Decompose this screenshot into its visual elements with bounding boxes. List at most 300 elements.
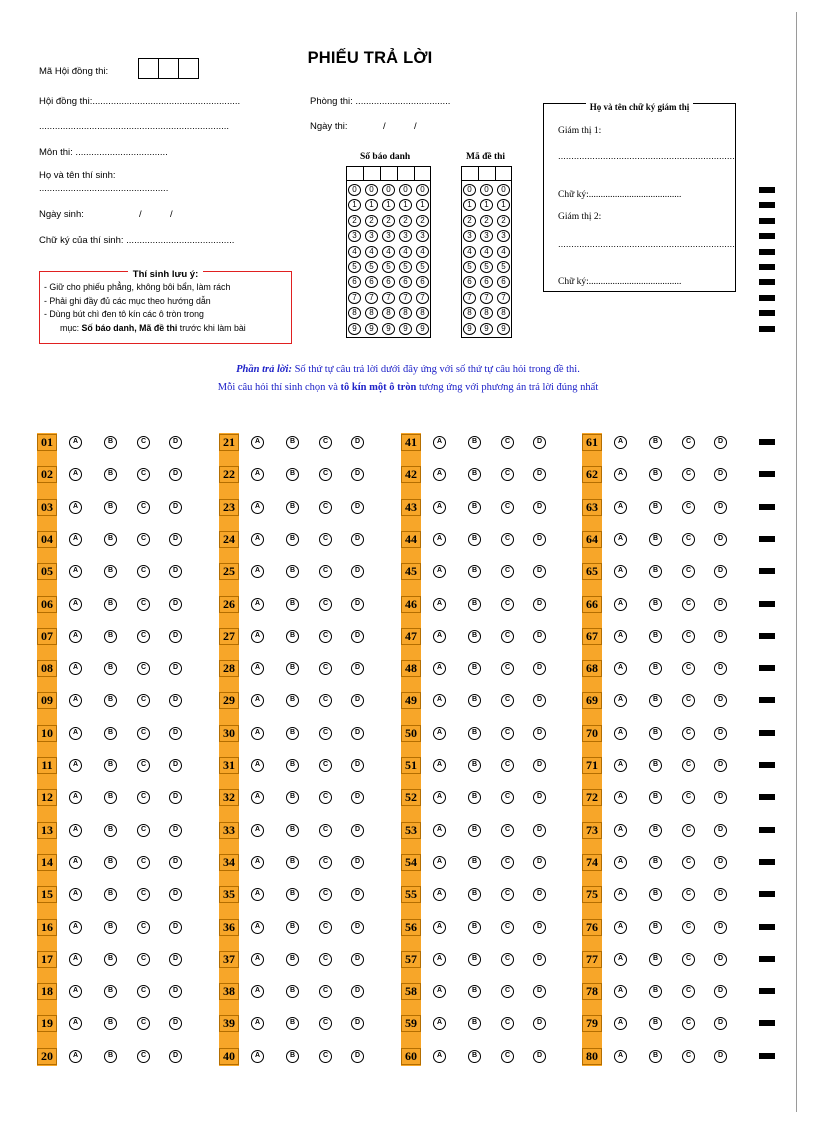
sbd-digit-bubble[interactable]: 2 [365,215,378,227]
answer-bubble-d[interactable]: D [714,888,727,901]
answer-bubble-d[interactable]: D [169,1017,182,1030]
answer-bubble-c[interactable]: C [137,1017,150,1030]
answer-bubble-d[interactable]: D [714,921,727,934]
answer-bubble-a[interactable]: A [433,533,446,546]
answer-bubble-d[interactable]: D [351,468,364,481]
exam-code-digit-bubble[interactable]: 9 [463,323,476,335]
answer-bubble-d[interactable]: D [533,1050,546,1063]
answer-bubble-c[interactable]: C [501,888,514,901]
answer-bubble-c[interactable]: C [501,662,514,675]
answer-bubble-a[interactable]: A [614,791,627,804]
answer-bubble-c[interactable]: C [137,468,150,481]
answer-bubble-d[interactable]: D [533,791,546,804]
answer-bubble-b[interactable]: B [104,501,117,514]
answer-bubble-d[interactable]: D [714,824,727,837]
answer-bubble-a[interactable]: A [69,630,82,643]
exam-code-digit-bubble[interactable]: 7 [480,292,493,304]
sbd-digit-bubble[interactable]: 8 [365,307,378,319]
answer-bubble-d[interactable]: D [533,565,546,578]
answer-bubble-b[interactable]: B [104,565,117,578]
sbd-digit-bubble[interactable]: 9 [416,323,429,335]
answer-bubble-a[interactable]: A [433,468,446,481]
answer-bubble-a[interactable]: A [69,1017,82,1030]
supervisor-1-name-field[interactable]: ................................................................... [558,151,735,162]
answer-bubble-d[interactable]: D [533,1017,546,1030]
sbd-digit-bubble[interactable]: 6 [365,276,378,288]
answer-bubble-d[interactable]: D [351,856,364,869]
exam-code-digit-bubble[interactable]: 0 [463,184,476,196]
answer-bubble-a[interactable]: A [69,856,82,869]
answer-bubble-b[interactable]: B [104,921,117,934]
answer-bubble-b[interactable]: B [286,630,299,643]
answer-bubble-c[interactable]: C [682,630,695,643]
answer-bubble-c[interactable]: C [682,1017,695,1030]
answer-bubble-b[interactable]: B [286,501,299,514]
exam-code-digit-bubble[interactable]: 3 [480,230,493,242]
answer-bubble-d[interactable]: D [714,565,727,578]
answer-bubble-b[interactable]: B [649,1050,662,1063]
answer-bubble-c[interactable]: C [682,694,695,707]
answer-bubble-b[interactable]: B [104,824,117,837]
answer-bubble-a[interactable]: A [614,856,627,869]
sbd-digit-bubble[interactable]: 1 [399,199,412,211]
exam-code-digit-bubble[interactable]: 3 [497,230,510,242]
answer-bubble-b[interactable]: B [468,436,481,449]
answer-bubble-c[interactable]: C [319,694,332,707]
answer-bubble-c[interactable]: C [682,436,695,449]
answer-bubble-b[interactable]: B [104,727,117,740]
answer-bubble-d[interactable]: D [714,533,727,546]
answer-bubble-a[interactable]: A [251,533,264,546]
answer-bubble-a[interactable]: A [614,630,627,643]
answer-bubble-b[interactable]: B [649,727,662,740]
answer-bubble-a[interactable]: A [433,436,446,449]
answer-bubble-d[interactable]: D [169,921,182,934]
answer-bubble-a[interactable]: A [251,598,264,611]
answer-bubble-a[interactable]: A [433,759,446,772]
answer-bubble-a[interactable]: A [69,727,82,740]
answer-bubble-a[interactable]: A [251,824,264,837]
answer-bubble-c[interactable]: C [137,921,150,934]
answer-bubble-d[interactable]: D [533,727,546,740]
answer-bubble-c[interactable]: C [319,791,332,804]
sbd-digit-bubble[interactable]: 3 [416,230,429,242]
answer-bubble-c[interactable]: C [137,501,150,514]
answer-bubble-d[interactable]: D [714,985,727,998]
answer-bubble-d[interactable]: D [169,856,182,869]
answer-bubble-b[interactable]: B [649,565,662,578]
answer-bubble-c[interactable]: C [501,1050,514,1063]
answer-bubble-b[interactable]: B [649,1017,662,1030]
answer-bubble-d[interactable]: D [169,985,182,998]
answer-bubble-b[interactable]: B [468,824,481,837]
sbd-digit-bubble[interactable]: 2 [399,215,412,227]
answer-bubble-a[interactable]: A [251,921,264,934]
answer-bubble-b[interactable]: B [468,598,481,611]
answer-bubble-c[interactable]: C [501,533,514,546]
answer-bubble-c[interactable]: C [137,856,150,869]
answer-bubble-a[interactable]: A [251,501,264,514]
exam-code-digit-bubble[interactable]: 0 [497,184,510,196]
sbd-digit-bubble[interactable]: 5 [416,261,429,273]
sbd-digit-bubble[interactable]: 4 [348,246,361,258]
answer-bubble-d[interactable]: D [533,921,546,934]
answer-bubble-b[interactable]: B [104,985,117,998]
sbd-digit-bubble[interactable]: 3 [399,230,412,242]
answer-bubble-d[interactable]: D [351,888,364,901]
answer-bubble-c[interactable]: C [501,468,514,481]
answer-bubble-b[interactable]: B [468,662,481,675]
answer-bubble-b[interactable]: B [649,630,662,643]
answer-bubble-b[interactable]: B [649,824,662,837]
answer-bubble-b[interactable]: B [649,759,662,772]
exam-code-digit-bubble[interactable]: 1 [463,199,476,211]
answer-bubble-a[interactable]: A [251,856,264,869]
answer-bubble-a[interactable]: A [69,533,82,546]
answer-bubble-a[interactable]: A [614,759,627,772]
answer-bubble-c[interactable]: C [682,598,695,611]
answer-bubble-b[interactable]: B [468,501,481,514]
answer-bubble-d[interactable]: D [533,662,546,675]
sbd-digit-bubble[interactable]: 3 [348,230,361,242]
answer-bubble-d[interactable]: D [169,565,182,578]
answer-bubble-b[interactable]: B [468,1050,481,1063]
answer-bubble-b[interactable]: B [286,533,299,546]
answer-bubble-c[interactable]: C [319,953,332,966]
answer-bubble-a[interactable]: A [433,598,446,611]
sbd-digit-bubble[interactable]: 5 [365,261,378,273]
answer-bubble-b[interactable]: B [468,694,481,707]
answer-bubble-d[interactable]: D [714,759,727,772]
answer-bubble-d[interactable]: D [351,824,364,837]
answer-bubble-d[interactable]: D [714,856,727,869]
answer-bubble-a[interactable]: A [251,727,264,740]
answer-bubble-b[interactable]: B [286,598,299,611]
exam-code-digit-bubble[interactable]: 5 [463,261,476,273]
answer-bubble-c[interactable]: C [137,662,150,675]
answer-bubble-a[interactable]: A [69,598,82,611]
exam-code-digit-bubble[interactable]: 4 [480,246,493,258]
answer-bubble-c[interactable]: C [319,856,332,869]
answer-bubble-d[interactable]: D [714,468,727,481]
answer-bubble-c[interactable]: C [319,1017,332,1030]
answer-bubble-a[interactable]: A [69,824,82,837]
exam-code-digit-bubble[interactable]: 8 [497,307,510,319]
answer-bubble-c[interactable]: C [501,436,514,449]
answer-bubble-c[interactable]: C [682,565,695,578]
answer-bubble-a[interactable]: A [614,501,627,514]
answer-bubble-a[interactable]: A [614,921,627,934]
answer-bubble-d[interactable]: D [714,662,727,675]
answer-bubble-a[interactable]: A [614,468,627,481]
exam-code-digit-bubble[interactable]: 4 [497,246,510,258]
answer-bubble-d[interactable]: D [351,694,364,707]
candidate-name-field[interactable]: ................................................. [39,183,169,194]
answer-bubble-c[interactable]: C [682,501,695,514]
answer-bubble-d[interactable]: D [533,630,546,643]
answer-bubble-b[interactable]: B [468,953,481,966]
answer-bubble-d[interactable]: D [351,727,364,740]
answer-bubble-c[interactable]: C [137,824,150,837]
sbd-digit-bubble[interactable]: 6 [399,276,412,288]
answer-bubble-a[interactable]: A [69,694,82,707]
answer-bubble-d[interactable]: D [169,598,182,611]
answer-bubble-b[interactable]: B [468,921,481,934]
sbd-digit-bubble[interactable]: 4 [382,246,395,258]
answer-bubble-a[interactable]: A [69,468,82,481]
answer-bubble-d[interactable]: D [351,1017,364,1030]
exam-code-digit-bubble[interactable]: 3 [463,230,476,242]
answer-bubble-c[interactable]: C [137,630,150,643]
answer-bubble-b[interactable]: B [468,468,481,481]
answer-bubble-a[interactable]: A [614,436,627,449]
answer-bubble-b[interactable]: B [104,953,117,966]
answer-bubble-b[interactable]: B [649,791,662,804]
sbd-digit-bubble[interactable]: 9 [365,323,378,335]
answer-bubble-d[interactable]: D [714,791,727,804]
sbd-digit-bubble[interactable]: 7 [399,292,412,304]
answer-bubble-b[interactable]: B [286,1050,299,1063]
answer-bubble-c[interactable]: C [137,791,150,804]
answer-bubble-a[interactable]: A [433,953,446,966]
answer-bubble-a[interactable]: A [614,1017,627,1030]
answer-bubble-c[interactable]: C [137,953,150,966]
sbd-digit-bubble[interactable]: 2 [416,215,429,227]
answer-bubble-d[interactable]: D [533,824,546,837]
answer-bubble-a[interactable]: A [251,791,264,804]
sbd-entry-row[interactable] [346,166,431,181]
answer-bubble-d[interactable]: D [169,501,182,514]
answer-bubble-b[interactable]: B [286,1017,299,1030]
sbd-digit-bubble[interactable]: 2 [382,215,395,227]
sbd-digit-bubble[interactable]: 7 [348,292,361,304]
answer-bubble-c[interactable]: C [682,662,695,675]
council-field[interactable]: Hội đồng thi:........................................................ [39,96,241,107]
answer-bubble-a[interactable]: A [433,727,446,740]
supervisor-2-signature[interactable]: Chữ ký:....................................... [558,277,682,287]
answer-bubble-b[interactable]: B [649,468,662,481]
answer-bubble-d[interactable]: D [351,921,364,934]
answer-bubble-b[interactable]: B [649,921,662,934]
exam-code-digit-bubble[interactable]: 6 [497,276,510,288]
sbd-digit-bubble[interactable]: 9 [399,323,412,335]
answer-bubble-a[interactable]: A [433,1050,446,1063]
sbd-digit-bubble[interactable]: 7 [416,292,429,304]
answer-bubble-c[interactable]: C [319,501,332,514]
answer-bubble-c[interactable]: C [501,824,514,837]
sbd-digit-bubble[interactable]: 3 [382,230,395,242]
sbd-digit-bubble[interactable]: 7 [382,292,395,304]
answer-bubble-b[interactable]: B [104,630,117,643]
sbd-digit-bubble[interactable]: 4 [399,246,412,258]
answer-bubble-d[interactable]: D [533,953,546,966]
answer-bubble-d[interactable]: D [533,985,546,998]
answer-bubble-b[interactable]: B [649,888,662,901]
sbd-digit-bubble[interactable]: 4 [416,246,429,258]
answer-bubble-a[interactable]: A [433,694,446,707]
answer-bubble-b[interactable]: B [649,501,662,514]
sbd-digit-bubble[interactable]: 1 [348,199,361,211]
answer-bubble-d[interactable]: D [351,791,364,804]
answer-bubble-c[interactable]: C [501,598,514,611]
answer-bubble-c[interactable]: C [319,533,332,546]
sbd-digit-bubble[interactable]: 8 [382,307,395,319]
sbd-digit-bubble[interactable]: 0 [416,184,429,196]
answer-bubble-a[interactable]: A [251,1017,264,1030]
answer-bubble-d[interactable]: D [169,533,182,546]
answer-bubble-d[interactable]: D [351,533,364,546]
exam-code-digit-bubble[interactable]: 9 [497,323,510,335]
exam-code-digit-bubble[interactable]: 0 [480,184,493,196]
answer-bubble-c[interactable]: C [682,791,695,804]
answer-bubble-d[interactable]: D [351,598,364,611]
answer-bubble-d[interactable]: D [533,436,546,449]
answer-bubble-b[interactable]: B [649,694,662,707]
answer-bubble-b[interactable]: B [468,630,481,643]
answer-bubble-c[interactable]: C [319,565,332,578]
answer-bubble-c[interactable]: C [319,824,332,837]
answer-bubble-c[interactable]: C [682,759,695,772]
sbd-digit-bubble[interactable]: 6 [348,276,361,288]
answer-bubble-a[interactable]: A [614,985,627,998]
sbd-digit-bubble[interactable]: 3 [365,230,378,242]
exam-code-digit-bubble[interactable]: 7 [497,292,510,304]
answer-bubble-a[interactable]: A [614,598,627,611]
answer-bubble-c[interactable]: C [501,921,514,934]
answer-bubble-c[interactable]: C [137,436,150,449]
answer-bubble-a[interactable]: A [433,565,446,578]
exam-code-digit-bubble[interactable]: 1 [480,199,493,211]
answer-bubble-b[interactable]: B [649,533,662,546]
answer-bubble-c[interactable]: C [682,856,695,869]
answer-bubble-d[interactable]: D [714,1017,727,1030]
answer-bubble-a[interactable]: A [433,921,446,934]
answer-bubble-a[interactable]: A [251,630,264,643]
answer-bubble-d[interactable]: D [169,630,182,643]
answer-bubble-d[interactable]: D [351,662,364,675]
answer-bubble-a[interactable]: A [614,953,627,966]
answer-bubble-b[interactable]: B [286,759,299,772]
answer-bubble-d[interactable]: D [351,501,364,514]
answer-bubble-a[interactable]: A [251,662,264,675]
answer-bubble-a[interactable]: A [69,1050,82,1063]
answer-bubble-d[interactable]: D [714,630,727,643]
exam-code-digit-bubble[interactable]: 2 [480,215,493,227]
exam-code-digit-bubble[interactable]: 6 [463,276,476,288]
sbd-digit-bubble[interactable]: 6 [416,276,429,288]
answer-bubble-c[interactable]: C [682,985,695,998]
answer-bubble-a[interactable]: A [69,565,82,578]
answer-bubble-b[interactable]: B [286,694,299,707]
sbd-digit-bubble[interactable]: 8 [399,307,412,319]
answer-bubble-d[interactable]: D [169,759,182,772]
answer-bubble-a[interactable]: A [69,985,82,998]
sbd-digit-bubble[interactable]: 5 [382,261,395,273]
answer-bubble-d[interactable]: D [714,694,727,707]
answer-bubble-c[interactable]: C [319,468,332,481]
exam-code-digit-bubble[interactable]: 6 [480,276,493,288]
answer-bubble-b[interactable]: B [104,888,117,901]
answer-bubble-d[interactable]: D [351,953,364,966]
answer-bubble-a[interactable]: A [251,1050,264,1063]
answer-bubble-b[interactable]: B [286,888,299,901]
answer-bubble-d[interactable]: D [169,436,182,449]
answer-bubble-d[interactable]: D [169,1050,182,1063]
exam-code-digit-bubble[interactable]: 9 [480,323,493,335]
answer-bubble-d[interactable]: D [533,533,546,546]
answer-bubble-a[interactable]: A [69,436,82,449]
answer-bubble-d[interactable]: D [169,953,182,966]
sbd-digit-bubble[interactable]: 5 [399,261,412,273]
answer-bubble-d[interactable]: D [169,727,182,740]
exam-code-grid[interactable] [461,166,512,338]
candidate-signature-field[interactable]: Chữ ký của thí sinh: ......................................... [39,235,235,246]
answer-bubble-c[interactable]: C [682,533,695,546]
answer-bubble-c[interactable]: C [319,727,332,740]
answer-bubble-b[interactable]: B [649,662,662,675]
answer-bubble-a[interactable]: A [614,662,627,675]
answer-bubble-d[interactable]: D [351,630,364,643]
answer-bubble-c[interactable]: C [501,953,514,966]
answer-bubble-b[interactable]: B [104,791,117,804]
answer-bubble-c[interactable]: C [319,985,332,998]
answer-bubble-b[interactable]: B [468,791,481,804]
answer-bubble-a[interactable]: A [69,953,82,966]
answer-bubble-a[interactable]: A [433,985,446,998]
answer-bubble-b[interactable]: B [286,985,299,998]
answer-bubble-a[interactable]: A [251,759,264,772]
answer-bubble-a[interactable]: A [433,501,446,514]
answer-bubble-c[interactable]: C [319,598,332,611]
answer-bubble-a[interactable]: A [251,468,264,481]
exam-code-digit-bubble[interactable]: 1 [497,199,510,211]
answer-bubble-b[interactable]: B [286,791,299,804]
answer-bubble-b[interactable]: B [468,533,481,546]
answer-bubble-c[interactable]: C [319,630,332,643]
answer-bubble-b[interactable]: B [286,824,299,837]
answer-bubble-a[interactable]: A [614,824,627,837]
answer-bubble-c[interactable]: C [319,759,332,772]
answer-bubble-a[interactable]: A [614,694,627,707]
answer-bubble-b[interactable]: B [104,759,117,772]
answer-bubble-c[interactable]: C [501,856,514,869]
answer-bubble-d[interactable]: D [351,759,364,772]
answer-bubble-a[interactable]: A [433,630,446,643]
sbd-digit-bubble[interactable]: 5 [348,261,361,273]
answer-bubble-d[interactable]: D [714,1050,727,1063]
sbd-digit-bubble[interactable]: 1 [365,199,378,211]
answer-bubble-c[interactable]: C [137,598,150,611]
exam-code-digit-bubble[interactable]: 5 [497,261,510,273]
answer-bubble-b[interactable]: B [649,985,662,998]
answer-bubble-b[interactable]: B [649,598,662,611]
answer-bubble-d[interactable]: D [351,436,364,449]
answer-bubble-b[interactable]: B [104,436,117,449]
answer-bubble-b[interactable]: B [104,856,117,869]
answer-bubble-a[interactable]: A [433,824,446,837]
answer-bubble-b[interactable]: B [649,953,662,966]
sbd-grid[interactable] [346,166,431,338]
answer-bubble-b[interactable]: B [286,921,299,934]
answer-bubble-a[interactable]: A [614,888,627,901]
answer-bubble-c[interactable]: C [501,565,514,578]
answer-bubble-a[interactable]: A [433,856,446,869]
exam-code-digit-bubble[interactable]: 4 [463,246,476,258]
exam-code-digit-bubble[interactable]: 2 [463,215,476,227]
answer-bubble-d[interactable]: D [714,727,727,740]
sbd-digit-bubble[interactable]: 9 [348,323,361,335]
answer-bubble-d[interactable]: D [714,953,727,966]
